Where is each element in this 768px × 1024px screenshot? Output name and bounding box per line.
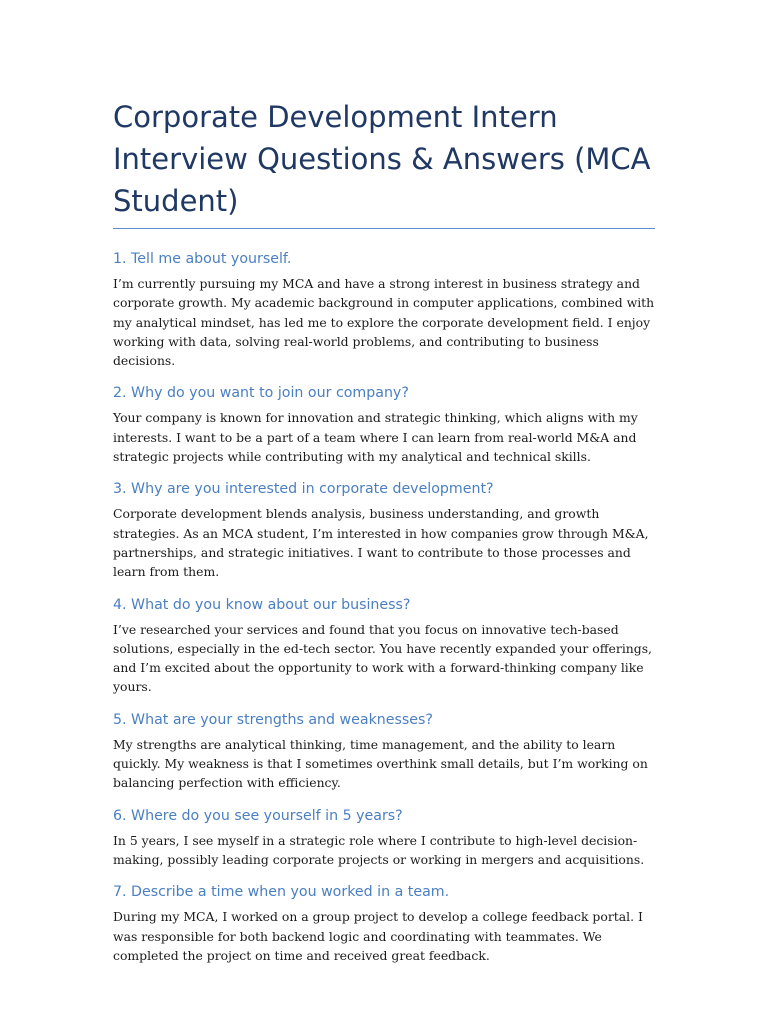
answer-text: I’ve researched your services and found that you focus on innovative tech-based solutions, especially in the ed-tech sector. You have recently expanded your offerings, and I’m excited about the opportunity to work with a forward-thinking company like yours. [113, 621, 652, 695]
qa-item-6 [113, 806, 655, 870]
question-heading: 5. What are your strengths and weaknesses? [113, 711, 433, 728]
answer-text: I’m currently pursuing my MCA and have a strong interest in business strategy and corporate growth. My academic background in computer applications, combined with my analytical mindset, has led me to explore the corporate development field. I enjoy working with data, solving real-world problems, and contributing to business decisions. [113, 276, 655, 369]
question-heading: 4. What do you know about our business? [113, 596, 411, 613]
answer-text: Corporate development blends analysis, business understanding, and growth strategies. As an MCA student, I’m interested in how companies grow through M&A, partnerships, and strategic initiatives. I want to contribute to those processes and learn from them. [113, 506, 649, 580]
document-title: Corporate Development Intern Interview Questions & Answers (MCA Student) [113, 96, 655, 229]
answer-text: In 5 years, I see myself in a strategic role where I contribute to high-level decision-making, possibly leading corporate projects or working in mergers and acquisitions. [113, 832, 645, 867]
question-heading: 1. Tell me about yourself. [113, 251, 292, 267]
question-heading: 3. Why are you interested in corporate development? [113, 481, 494, 498]
answer-text: My strengths are analytical thinking, time management, and the ability to learn quickly. My weakness is that I sometimes overthink small details, but I’m working on balancing perfection with efficiency. [113, 736, 648, 791]
question-heading: 7. Describe a time when you worked in a team. [113, 884, 450, 901]
qa-item-3 [113, 479, 655, 581]
answer-text: During my MCA, I worked on a group project to develop a college feedback portal. I was responsible for both backend logic and coordinating with teammates. We completed the project on time and received great feedback. [113, 909, 643, 963]
qa-item-7 [113, 882, 655, 965]
answer-text: Your company is known for innovation and strategic thinking, which aligns with my interests. I want to be a part of a team where I can learn from real-world M&A and strategic projects while contributing with my analytical and technical skills. [113, 410, 638, 465]
qa-item-5 [113, 710, 655, 793]
question-heading: 6. Where do you see yourself in 5 years? [113, 807, 403, 824]
qa-item-4 [113, 595, 655, 697]
qa-item-2 [113, 383, 655, 466]
document-page [113, 96, 655, 965]
qa-item-1 [113, 249, 655, 370]
question-heading: 2. Why do you want to join our company? [113, 385, 409, 402]
